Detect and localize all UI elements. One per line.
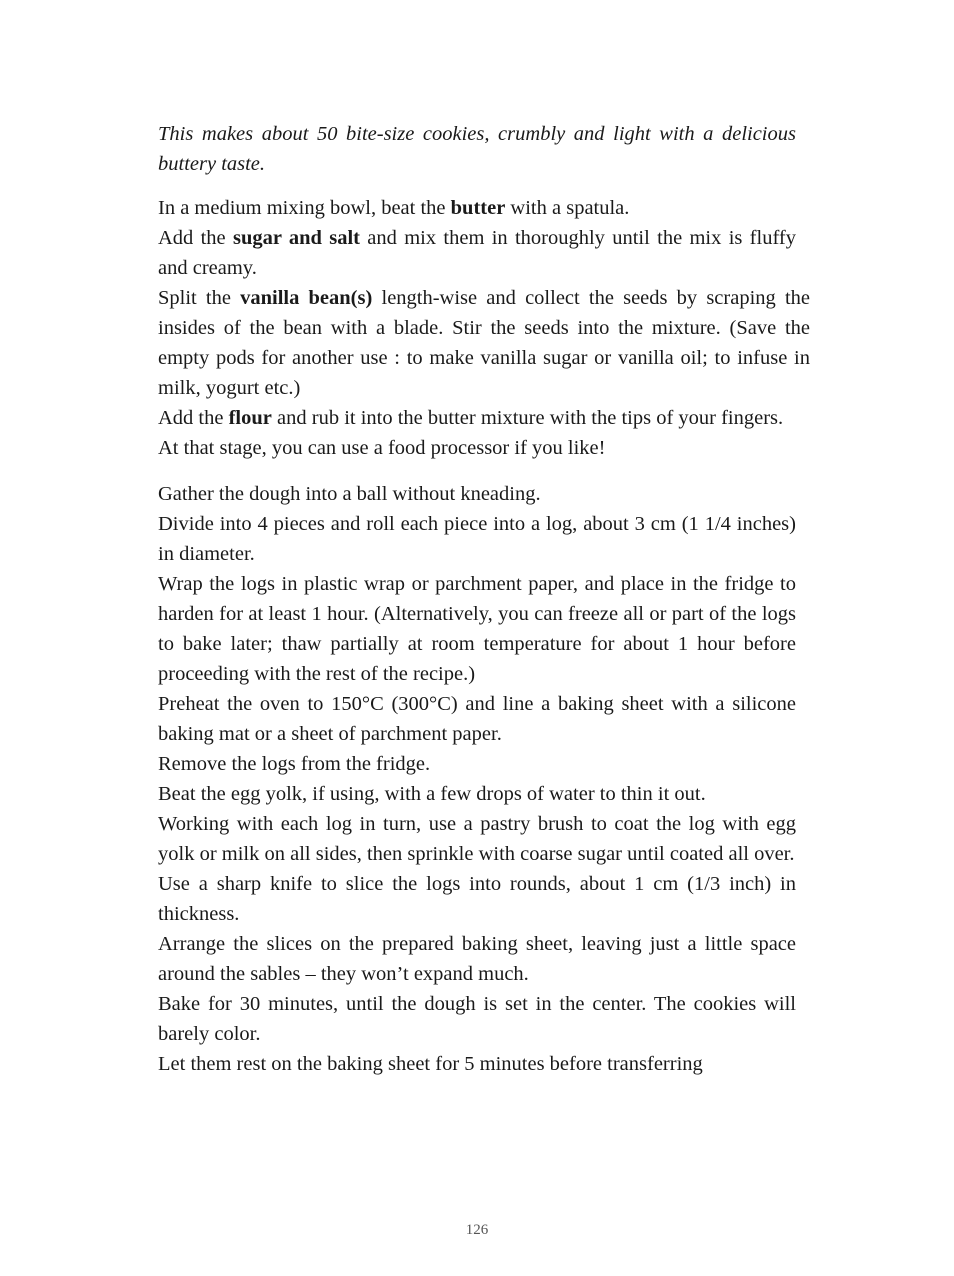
- page-number: 126: [465, 1222, 489, 1238]
- step-preheat-oven: Preheat the oven to 150°C (300°C) and line a baking sheet with a silicone baking mat or a sheet of parchment paper.: [158, 693, 796, 745]
- step-divide-logs: Divide into 4 pieces and roll each piece into a log, about 3 cm (1 1/4 inches) in diameter.: [158, 513, 796, 565]
- recipe-intro: This makes about 50 bite-size cookies, crumbly and light with a delicious buttery taste.: [158, 123, 796, 175]
- step-vanilla: Split the vanilla bean(s) length-wise and collect the seeds by scraping the insides of the bean with a blade. Stir the seeds into the mixture. (Save the empty pods for another use : to make vanilla sugar or vanilla oil; to infuse in milk, yogurt etc.): [158, 287, 810, 399]
- section-gap: [158, 463, 796, 479]
- step-slice-logs: Use a sharp knife to slice the logs into rounds, about 1 cm (1/3 inch) in thickness.: [158, 873, 796, 925]
- step-bake: Bake for 30 minutes, until the dough is set in the center. The cookies will barely color.: [158, 993, 796, 1045]
- step-arrange-slices: Arrange the slices on the prepared baking sheet, leaving just a little space around the sables – they won’t expand much.: [158, 933, 796, 985]
- ingredient-sugar-salt: sugar and salt: [232, 227, 360, 249]
- step-sugar-salt: Add the sugar and salt and mix them in thoroughly until the mix is fluffy and creamy.: [158, 227, 796, 279]
- step-beat-egg: Beat the egg yolk, if using, with a few drops of water to thin it out.: [158, 783, 706, 805]
- step-remove-logs: Remove the logs from the fridge.: [158, 753, 431, 775]
- step-coat-logs: Working with each log in turn, use a pastry brush to coat the log with egg yolk or milk on all sides, then sprinkle with coarse sugar until coated all over.: [158, 813, 796, 865]
- step-beat-butter: In a medium mixing bowl, beat the butter with a spatula.: [158, 197, 630, 219]
- ingredient-flour: flour: [228, 407, 272, 429]
- recipe-body: [158, 119, 810, 1079]
- step-rest: Let them rest on the baking sheet for 5 minutes before transferring: [158, 1053, 703, 1075]
- step-flour: Add the flour and rub it into the butter mixture with the tips of your fingers.: [158, 407, 784, 429]
- step-gather-dough: Gather the dough into a ball without kneading.: [158, 483, 541, 505]
- ingredient-butter: butter: [450, 197, 506, 219]
- ingredient-vanilla: vanilla bean(s): [240, 287, 373, 309]
- step-wrap-logs: Wrap the logs in plastic wrap or parchment paper, and place in the fridge to harden for at least 1 hour. (Alternatively, you can freeze all or part of the logs to bake later; thaw partially at room temperature for about 1 hour before proceeding with the rest of the recipe.): [158, 573, 796, 685]
- step-food-processor: At that stage, you can use a food processor if you like!: [158, 437, 606, 459]
